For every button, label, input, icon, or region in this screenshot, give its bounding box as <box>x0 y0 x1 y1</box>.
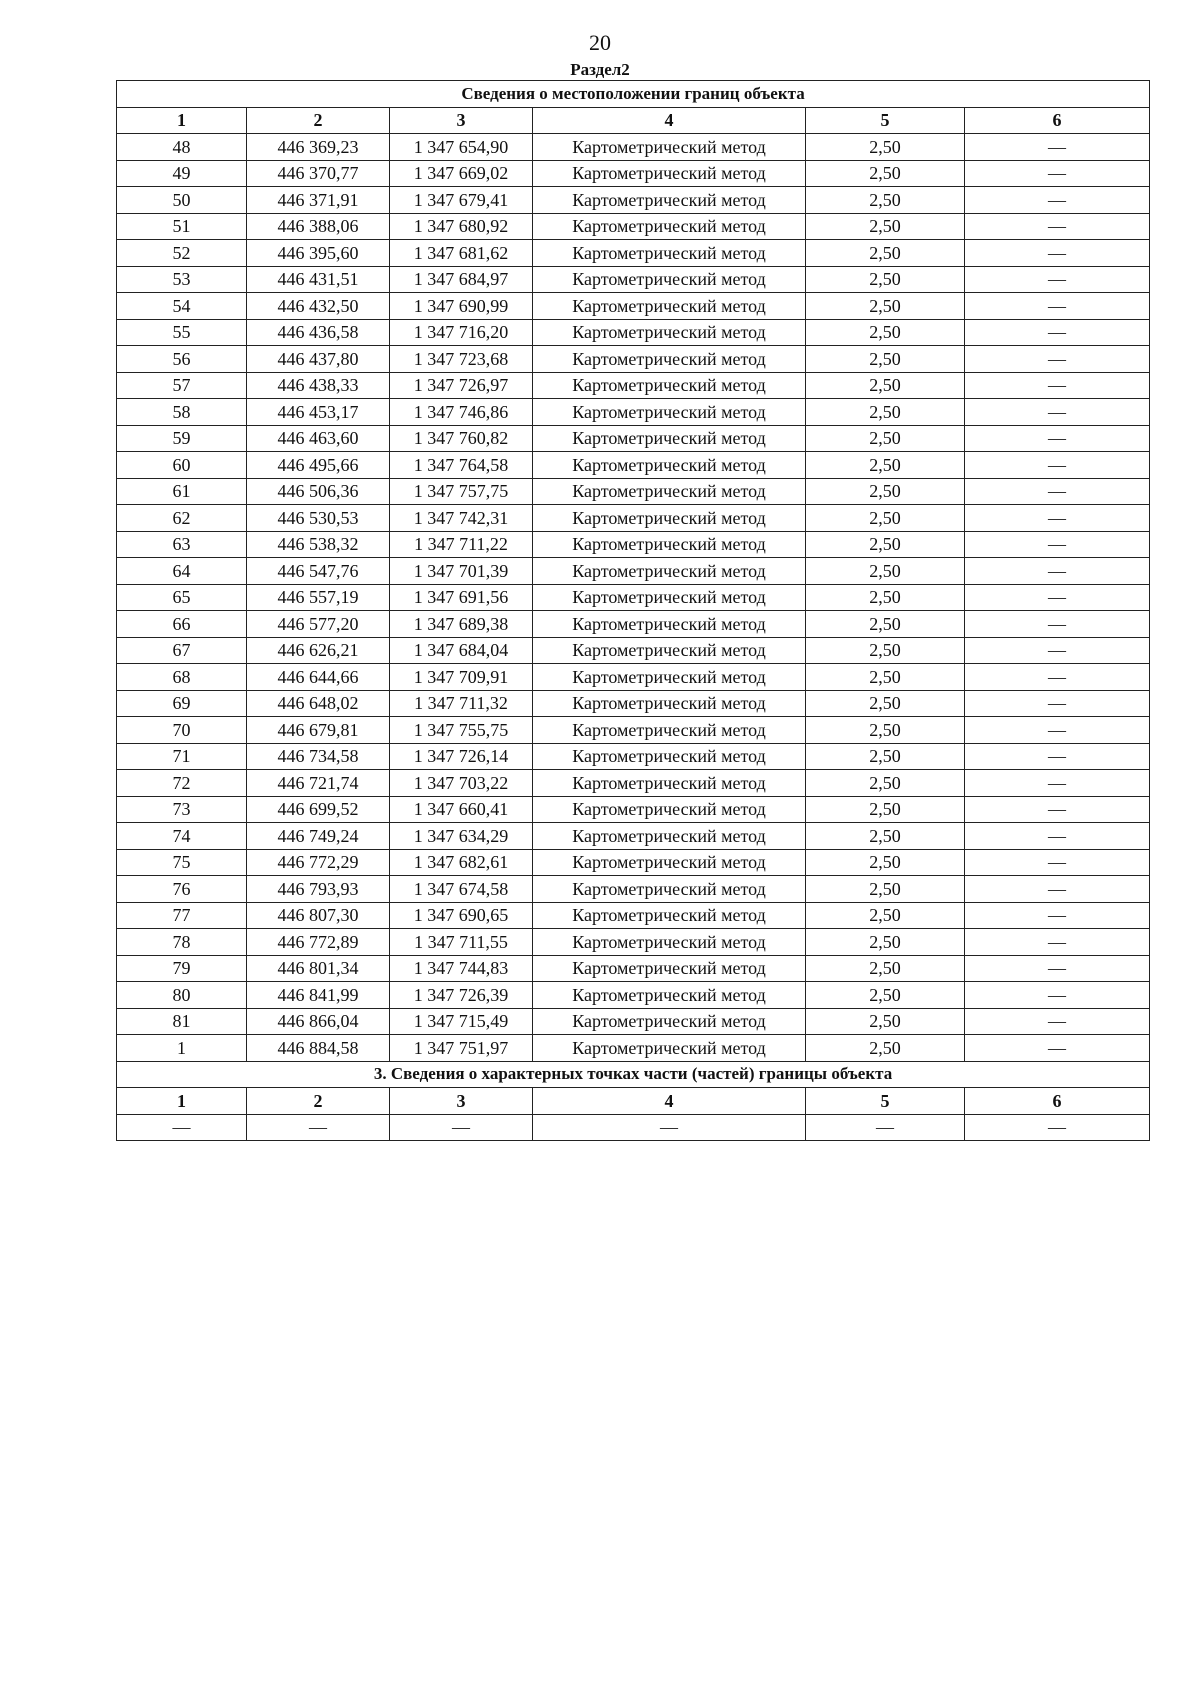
table-cell: 446 807,30 <box>247 902 390 929</box>
table-cell: 2,50 <box>806 187 965 214</box>
table-cell: 446 699,52 <box>247 796 390 823</box>
table-cell: 1 347 711,55 <box>390 929 533 956</box>
table-cell: Картометрический метод <box>533 955 806 982</box>
table-cell: 446 749,24 <box>247 823 390 850</box>
table-cell: 1 347 716,20 <box>390 319 533 346</box>
column-header: 1 <box>117 107 247 134</box>
table-cell: Картометрический метод <box>533 372 806 399</box>
table-cell: 2,50 <box>806 478 965 505</box>
table-cell: Картометрический метод <box>533 266 806 293</box>
table-row <box>117 637 1150 664</box>
table-cell: 1 <box>117 1035 247 1062</box>
table-cell: Картометрический метод <box>533 611 806 638</box>
table-cell: 1 347 723,68 <box>390 346 533 373</box>
table-cell: 62 <box>117 505 247 532</box>
table-cell: 446 557,19 <box>247 584 390 611</box>
table-cell: — <box>965 664 1150 691</box>
table-cell: — <box>965 346 1150 373</box>
table-cell: — <box>390 1114 533 1141</box>
table-cell: Картометрический метод <box>533 213 806 240</box>
table-row <box>117 425 1150 452</box>
parts-section-title-row <box>117 1061 1150 1088</box>
section-label: Раздел2 <box>570 60 630 79</box>
table-cell: 1 347 684,04 <box>390 637 533 664</box>
table-cell: — <box>965 1035 1150 1062</box>
table-cell: — <box>965 240 1150 267</box>
table-cell: 2,50 <box>806 319 965 346</box>
table-cell: — <box>533 1114 806 1141</box>
table-cell: 75 <box>117 849 247 876</box>
table-row <box>117 1008 1150 1035</box>
table-cell: — <box>965 1008 1150 1035</box>
table-cell: Картометрический метод <box>533 717 806 744</box>
table-cell: — <box>806 1114 965 1141</box>
table-cell: 2,50 <box>806 770 965 797</box>
column-header: 6 <box>965 1088 1150 1115</box>
column-header: 4 <box>533 1088 806 1115</box>
table-cell: Картометрический метод <box>533 531 806 558</box>
table-cell: 2,50 <box>806 134 965 161</box>
table-row <box>117 876 1150 903</box>
table-cell: 446 793,93 <box>247 876 390 903</box>
table-cell: 2,50 <box>806 372 965 399</box>
table-cell: 1 347 669,02 <box>390 160 533 187</box>
table-cell: 446 721,74 <box>247 770 390 797</box>
table-cell: 446 801,34 <box>247 955 390 982</box>
table-cell: 1 347 681,62 <box>390 240 533 267</box>
table-cell: 2,50 <box>806 213 965 240</box>
table-cell: 446 772,29 <box>247 849 390 876</box>
column-header: 6 <box>965 107 1150 134</box>
column-header: 3 <box>390 1088 533 1115</box>
table-row <box>117 902 1150 929</box>
table-cell: — <box>965 902 1150 929</box>
table-row <box>117 558 1150 585</box>
table-cell: Картометрический метод <box>533 187 806 214</box>
table-cell: 2,50 <box>806 584 965 611</box>
table-cell: 1 347 690,65 <box>390 902 533 929</box>
table-cell: — <box>965 505 1150 532</box>
table-cell: 77 <box>117 902 247 929</box>
table-cell: — <box>965 478 1150 505</box>
table-cell: 1 347 682,61 <box>390 849 533 876</box>
table-cell: Картометрический метод <box>533 823 806 850</box>
table-cell: 1 347 755,75 <box>390 717 533 744</box>
table-cell: 446 648,02 <box>247 690 390 717</box>
table-cell: 446 436,58 <box>247 319 390 346</box>
table-cell: Картометрический метод <box>533 478 806 505</box>
table-cell: 1 347 744,83 <box>390 955 533 982</box>
table-cell: 446 495,66 <box>247 452 390 479</box>
table-cell: 1 347 711,32 <box>390 690 533 717</box>
table-cell: Картометрический метод <box>533 1035 806 1062</box>
table-cell: Картометрический метод <box>533 399 806 426</box>
table-cell: 1 347 690,99 <box>390 293 533 320</box>
table-cell: — <box>965 213 1150 240</box>
parts-section-title: 3. Сведения о характерных точках части (частей) границы объекта <box>117 1061 1150 1088</box>
table-cell: 1 347 689,38 <box>390 611 533 638</box>
table-row <box>117 929 1150 956</box>
table-row <box>117 743 1150 770</box>
table-cell: Картометрический метод <box>533 1008 806 1035</box>
table-cell: 67 <box>117 637 247 664</box>
table-cell: — <box>965 293 1150 320</box>
table-cell: — <box>965 770 1150 797</box>
table-cell: 76 <box>117 876 247 903</box>
table-cell: 2,50 <box>806 399 965 426</box>
table-cell: — <box>965 982 1150 1009</box>
table-cell: — <box>965 319 1150 346</box>
table-cell: 50 <box>117 187 247 214</box>
table-cell: 61 <box>117 478 247 505</box>
column-header: 3 <box>390 107 533 134</box>
column-header: 4 <box>533 107 806 134</box>
table-cell: Картометрический метод <box>533 558 806 585</box>
table-cell: 78 <box>117 929 247 956</box>
table-row <box>117 611 1150 638</box>
table-row <box>117 372 1150 399</box>
table-row <box>117 399 1150 426</box>
table-cell: 446 432,50 <box>247 293 390 320</box>
table-cell: 446 463,60 <box>247 425 390 452</box>
table-cell: — <box>965 929 1150 956</box>
table-cell: 1 347 715,49 <box>390 1008 533 1035</box>
table-cell: 1 347 751,97 <box>390 1035 533 1062</box>
table-cell: 446 884,58 <box>247 1035 390 1062</box>
table-cell: 2,50 <box>806 823 965 850</box>
table-cell: 2,50 <box>806 266 965 293</box>
table-cell: — <box>965 134 1150 161</box>
table-cell: 446 644,66 <box>247 664 390 691</box>
table-row <box>117 823 1150 850</box>
boundary-section-title: Сведения о местоположении границ объекта <box>117 81 1150 108</box>
table-cell: 2,50 <box>806 293 965 320</box>
table-cell: 63 <box>117 531 247 558</box>
table-cell: 1 347 674,58 <box>390 876 533 903</box>
table-cell: 2,50 <box>806 240 965 267</box>
table-row <box>117 187 1150 214</box>
table-cell: 56 <box>117 346 247 373</box>
table-cell: 51 <box>117 213 247 240</box>
table-cell: 1 347 701,39 <box>390 558 533 585</box>
table-cell: 2,50 <box>806 955 965 982</box>
page-number: 20 <box>589 30 611 55</box>
table-cell: 446 369,23 <box>247 134 390 161</box>
table-cell: 446 577,20 <box>247 611 390 638</box>
table-row <box>117 770 1150 797</box>
table-cell: 1 347 726,39 <box>390 982 533 1009</box>
table-cell: 1 347 746,86 <box>390 399 533 426</box>
table-cell: 64 <box>117 558 247 585</box>
table-cell: Картометрический метод <box>533 796 806 823</box>
table-cell: 80 <box>117 982 247 1009</box>
table-cell: Картометрический метод <box>533 319 806 346</box>
table-row <box>117 1114 1150 1141</box>
table-cell: 2,50 <box>806 902 965 929</box>
column-header: 2 <box>247 1088 390 1115</box>
table-cell: — <box>965 955 1150 982</box>
table-cell: 1 347 703,22 <box>390 770 533 797</box>
table-cell: — <box>965 823 1150 850</box>
table-cell: 446 370,77 <box>247 160 390 187</box>
table-row <box>117 664 1150 691</box>
table-row <box>117 531 1150 558</box>
table-row <box>117 452 1150 479</box>
table-cell: 1 347 634,29 <box>390 823 533 850</box>
table-row <box>117 240 1150 267</box>
table-cell: — <box>965 796 1150 823</box>
table-row <box>117 955 1150 982</box>
table-cell: 446 506,36 <box>247 478 390 505</box>
table-cell: Картометрический метод <box>533 929 806 956</box>
table-cell: Картометрический метод <box>533 664 806 691</box>
table-cell: Картометрический метод <box>533 425 806 452</box>
table-row <box>117 690 1150 717</box>
table-cell: Картометрический метод <box>533 743 806 770</box>
table-cell: 446 866,04 <box>247 1008 390 1035</box>
table-cell: 2,50 <box>806 611 965 638</box>
table-cell: 1 347 742,31 <box>390 505 533 532</box>
table-cell: 2,50 <box>806 160 965 187</box>
table-cell: 69 <box>117 690 247 717</box>
table-row <box>117 849 1150 876</box>
table-cell: 446 626,21 <box>247 637 390 664</box>
table-cell: 2,50 <box>806 876 965 903</box>
table-cell: 446 734,58 <box>247 743 390 770</box>
table-cell: Картометрический метод <box>533 293 806 320</box>
table-cell: 446 371,91 <box>247 187 390 214</box>
table-cell: Картометрический метод <box>533 982 806 1009</box>
table-cell: 1 347 691,56 <box>390 584 533 611</box>
table-cell: — <box>965 637 1150 664</box>
table-cell: 1 347 726,14 <box>390 743 533 770</box>
table-row <box>117 796 1150 823</box>
table-cell: — <box>965 558 1150 585</box>
table-cell: 1 347 711,22 <box>390 531 533 558</box>
table-cell: 72 <box>117 770 247 797</box>
table-cell: 48 <box>117 134 247 161</box>
table-cell: 446 388,06 <box>247 213 390 240</box>
table-cell: 2,50 <box>806 717 965 744</box>
boundary-section-title-row <box>117 81 1150 108</box>
table-cell: — <box>965 372 1150 399</box>
table-cell: 2,50 <box>806 664 965 691</box>
table-cell: 2,50 <box>806 849 965 876</box>
table-cell: 1 347 679,41 <box>390 187 533 214</box>
table-cell: — <box>965 876 1150 903</box>
table-cell: 49 <box>117 160 247 187</box>
table-cell: — <box>965 611 1150 638</box>
table-cell: 66 <box>117 611 247 638</box>
table-cell: — <box>965 425 1150 452</box>
table-cell: 65 <box>117 584 247 611</box>
table-cell: 2,50 <box>806 1035 965 1062</box>
table-cell: 1 347 764,58 <box>390 452 533 479</box>
table-cell: 446 530,53 <box>247 505 390 532</box>
table-cell: — <box>965 717 1150 744</box>
table-cell: 1 347 684,97 <box>390 266 533 293</box>
table-cell: 2,50 <box>806 982 965 1009</box>
table-row <box>117 584 1150 611</box>
table-cell: 446 679,81 <box>247 717 390 744</box>
table-cell: 52 <box>117 240 247 267</box>
table-cell: — <box>965 1114 1150 1141</box>
table-cell: — <box>965 690 1150 717</box>
table-cell: Картометрический метод <box>533 346 806 373</box>
table-row <box>117 293 1150 320</box>
table-cell: 2,50 <box>806 796 965 823</box>
table-cell: 59 <box>117 425 247 452</box>
table-cell: — <box>965 160 1150 187</box>
table-cell: 446 538,32 <box>247 531 390 558</box>
table-cell: Картометрический метод <box>533 160 806 187</box>
table-cell: 2,50 <box>806 531 965 558</box>
table-cell: 2,50 <box>806 929 965 956</box>
table-row <box>117 134 1150 161</box>
table-cell: 446 841,99 <box>247 982 390 1009</box>
table-cell: Картометрический метод <box>533 637 806 664</box>
table-cell: 1 347 709,91 <box>390 664 533 691</box>
table-cell: — <box>965 399 1150 426</box>
table-cell: 446 437,80 <box>247 346 390 373</box>
table-cell: 68 <box>117 664 247 691</box>
table-cell: 57 <box>117 372 247 399</box>
table-cell: Картометрический метод <box>533 505 806 532</box>
table-cell: 446 431,51 <box>247 266 390 293</box>
table-cell: 446 772,89 <box>247 929 390 956</box>
table-cell: Картометрический метод <box>533 902 806 929</box>
table-cell: 446 547,76 <box>247 558 390 585</box>
table-cell: 60 <box>117 452 247 479</box>
table-cell: 2,50 <box>806 690 965 717</box>
table-cell: 54 <box>117 293 247 320</box>
table-cell: Картометрический метод <box>533 240 806 267</box>
table-row <box>117 160 1150 187</box>
table-cell: 2,50 <box>806 743 965 770</box>
table-cell: 73 <box>117 796 247 823</box>
table-cell: 53 <box>117 266 247 293</box>
table-cell: — <box>965 531 1150 558</box>
table-cell: 2,50 <box>806 505 965 532</box>
table-row <box>117 1035 1150 1062</box>
table-cell: 2,50 <box>806 425 965 452</box>
table-cell: Картометрический метод <box>533 849 806 876</box>
table-cell: 58 <box>117 399 247 426</box>
table-cell: Картометрический метод <box>533 770 806 797</box>
column-header: 5 <box>806 1088 965 1115</box>
table-cell: — <box>965 266 1150 293</box>
table-cell: — <box>117 1114 247 1141</box>
table-row <box>117 478 1150 505</box>
column-header: 5 <box>806 107 965 134</box>
table-cell: 81 <box>117 1008 247 1035</box>
table-cell: 1 347 726,97 <box>390 372 533 399</box>
table-cell: 74 <box>117 823 247 850</box>
table-cell: Картометрический метод <box>533 690 806 717</box>
boundary-header-row <box>117 107 1150 134</box>
table-cell: — <box>247 1114 390 1141</box>
table-cell: — <box>965 849 1150 876</box>
table-cell: 70 <box>117 717 247 744</box>
table-cell: Картометрический метод <box>533 452 806 479</box>
table-cell: 1 347 680,92 <box>390 213 533 240</box>
table-cell: 71 <box>117 743 247 770</box>
boundary-table <box>116 80 1150 1141</box>
table-cell: 2,50 <box>806 346 965 373</box>
table-row <box>117 319 1150 346</box>
table-cell: 55 <box>117 319 247 346</box>
table-row <box>117 717 1150 744</box>
table-cell: — <box>965 584 1150 611</box>
parts-header-row <box>117 1088 1150 1115</box>
table-cell: Картометрический метод <box>533 584 806 611</box>
table-cell: 1 347 760,82 <box>390 425 533 452</box>
table-cell: 79 <box>117 955 247 982</box>
table-cell: — <box>965 452 1150 479</box>
table-cell: — <box>965 187 1150 214</box>
table-cell: 446 395,60 <box>247 240 390 267</box>
table-cell: Картометрический метод <box>533 876 806 903</box>
table-row <box>117 266 1150 293</box>
table-row <box>117 346 1150 373</box>
table-cell: 2,50 <box>806 1008 965 1035</box>
table-cell: 1 347 654,90 <box>390 134 533 161</box>
table-cell: 2,50 <box>806 558 965 585</box>
table-cell: 1 347 660,41 <box>390 796 533 823</box>
column-header: 2 <box>247 107 390 134</box>
table-row <box>117 982 1150 1009</box>
table-cell: 446 453,17 <box>247 399 390 426</box>
table-cell: 446 438,33 <box>247 372 390 399</box>
column-header: 1 <box>117 1088 247 1115</box>
table-cell: 2,50 <box>806 452 965 479</box>
table-row <box>117 505 1150 532</box>
table-cell: Картометрический метод <box>533 134 806 161</box>
table-cell: — <box>965 743 1150 770</box>
table-cell: 1 347 757,75 <box>390 478 533 505</box>
table-body <box>117 81 1150 1141</box>
table-cell: 2,50 <box>806 637 965 664</box>
table-row <box>117 213 1150 240</box>
